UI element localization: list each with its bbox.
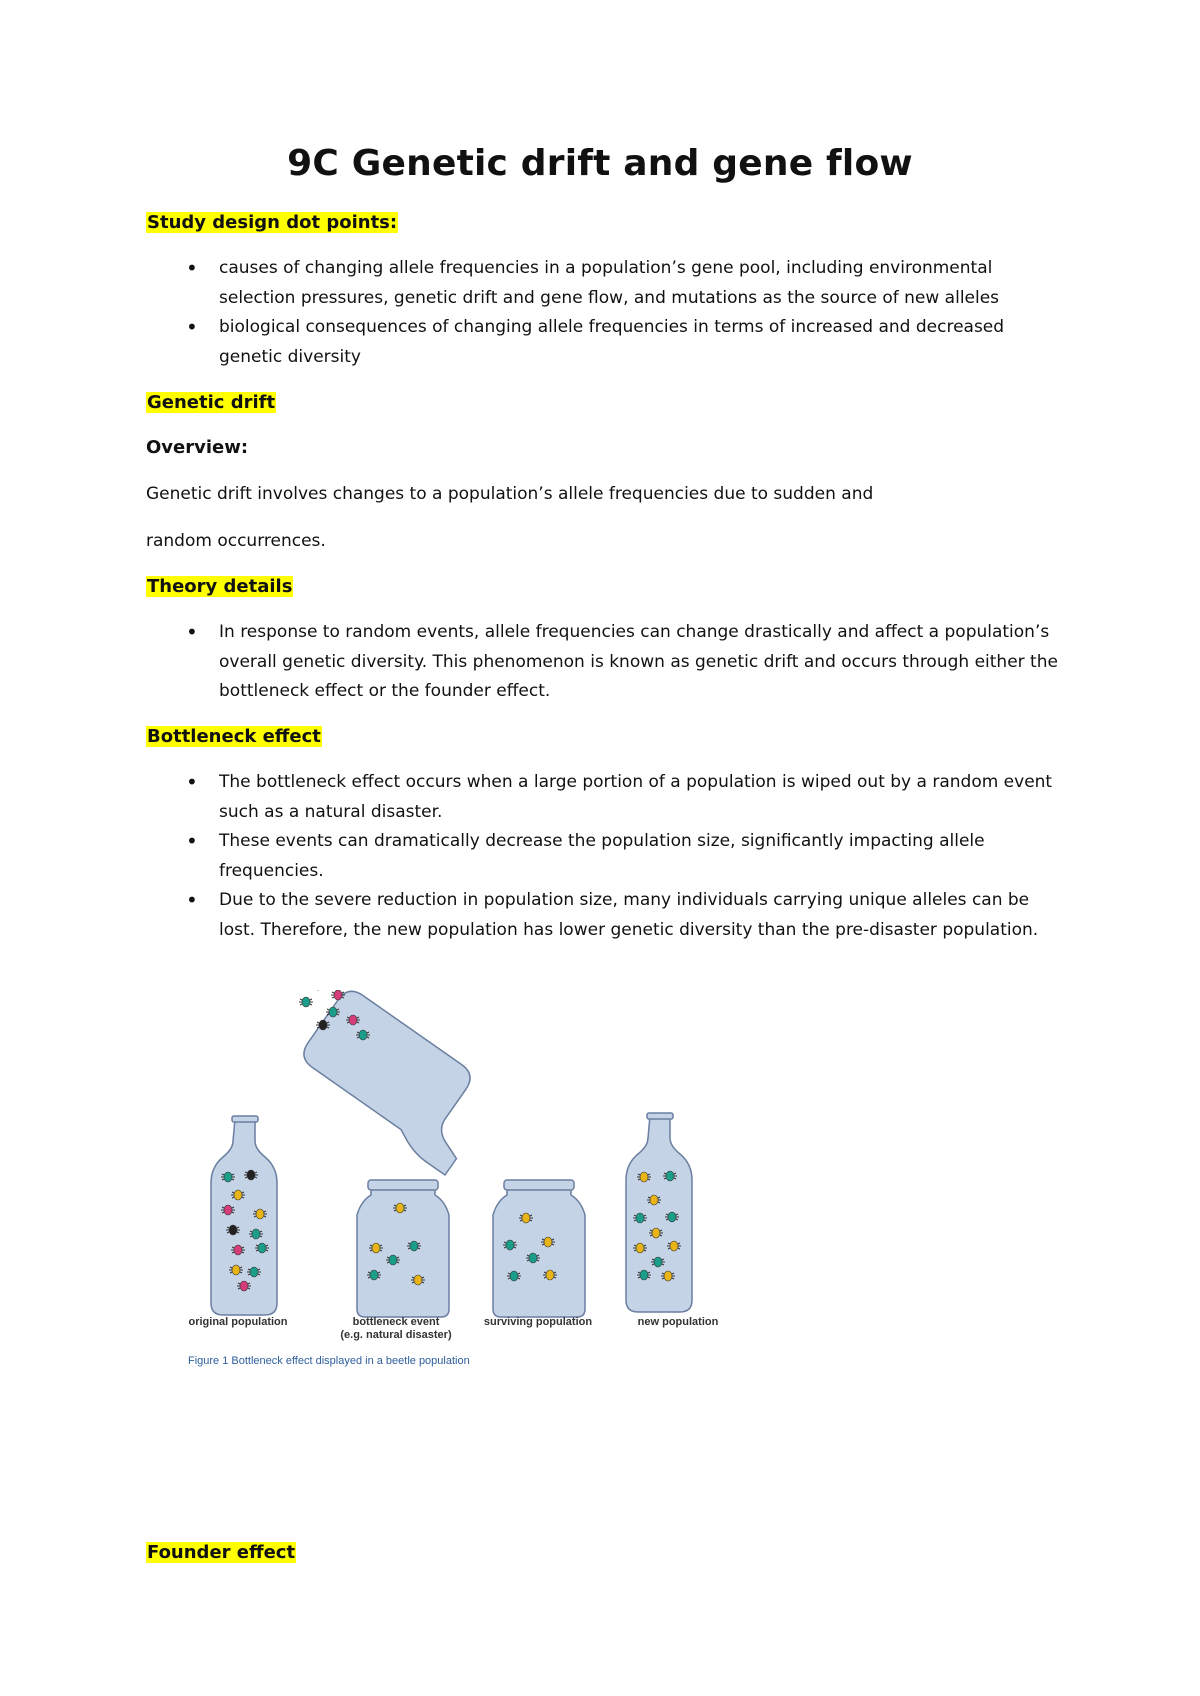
study-design-heading — [146, 211, 398, 235]
theory-details-heading — [146, 575, 293, 599]
theory-details-heading-text: Theory details — [147, 576, 293, 597]
genetic-drift-heading — [146, 391, 276, 415]
founder-heading — [146, 1541, 296, 1565]
founder-heading-text: Founder effect — [147, 1542, 296, 1563]
list-item: • biological consequences of changing allele frequencies in terms of increased and decreased genetic diversity — [146, 313, 1066, 372]
bottleneck-heading — [146, 725, 322, 749]
bottleneck-figure — [188, 990, 798, 1380]
new-bottle — [626, 1116, 692, 1312]
label-original: original population — [188, 1316, 288, 1328]
overview-label: Overview: — [146, 437, 249, 458]
bottleneck-list — [146, 768, 1066, 945]
surviving-jar-rim — [504, 1180, 574, 1190]
label-surviving: surviving population — [483, 1316, 593, 1328]
list-item: • Due to the severe reduction in population size, many individuals carrying unique alleles can be lost. Therefore, the new population has lower genetic diversity than the pre-disaster population. — [146, 886, 1066, 945]
original-bottle-rim — [232, 1116, 258, 1122]
surviving-jar — [493, 1187, 585, 1317]
tipped-bottle — [291, 990, 502, 1175]
bottleneck-heading-text: Bottleneck effect — [147, 726, 321, 747]
new-bottle-rim — [647, 1113, 673, 1119]
list-item: • In response to random events, allele frequencies can change drastically and affect a population’s overall genetic diversity. This phenomenon is known as genetic drift and occurs through either the bottleneck effect or the founder effect. — [146, 618, 1066, 707]
overview-line-1: Genetic drift involves changes to a population’s allele frequencies due to sudden and — [146, 484, 874, 504]
genetic-drift-heading-text: Genetic drift — [147, 392, 276, 413]
beetle-icon — [299, 997, 313, 1007]
figure-caption: Figure 1 Bottleneck effect displayed in a beetle population — [188, 1355, 470, 1367]
study-design-heading-text: Study design dot points: — [147, 212, 398, 233]
bottleneck-jar-rim — [368, 1180, 438, 1190]
list-item: • The bottleneck effect occurs when a large portion of a population is wiped out by a random event such as a natural disaster. — [146, 768, 1066, 827]
tipped-bottle-body — [291, 990, 502, 1175]
theory-details-list — [146, 618, 1066, 707]
label-new: new population — [637, 1316, 719, 1328]
label-bottleneck-2: (e.g. natural disaster) — [340, 1329, 452, 1341]
list-item: • causes of changing allele frequencies in a population’s gene pool, including environmental selection pressures, genetic drift and gene flow, and mutations as the source of new alleles — [146, 254, 1066, 313]
page-title: 9C Genetic drift and gene flow — [287, 143, 913, 184]
label-bottleneck-1: bottleneck event — [352, 1316, 440, 1328]
study-design-list — [146, 254, 1066, 372]
overview-line-2: random occurrences. — [146, 531, 326, 551]
list-item: • These events can dramatically decrease the population size, significantly impacting allele frequencies. — [146, 827, 1066, 886]
